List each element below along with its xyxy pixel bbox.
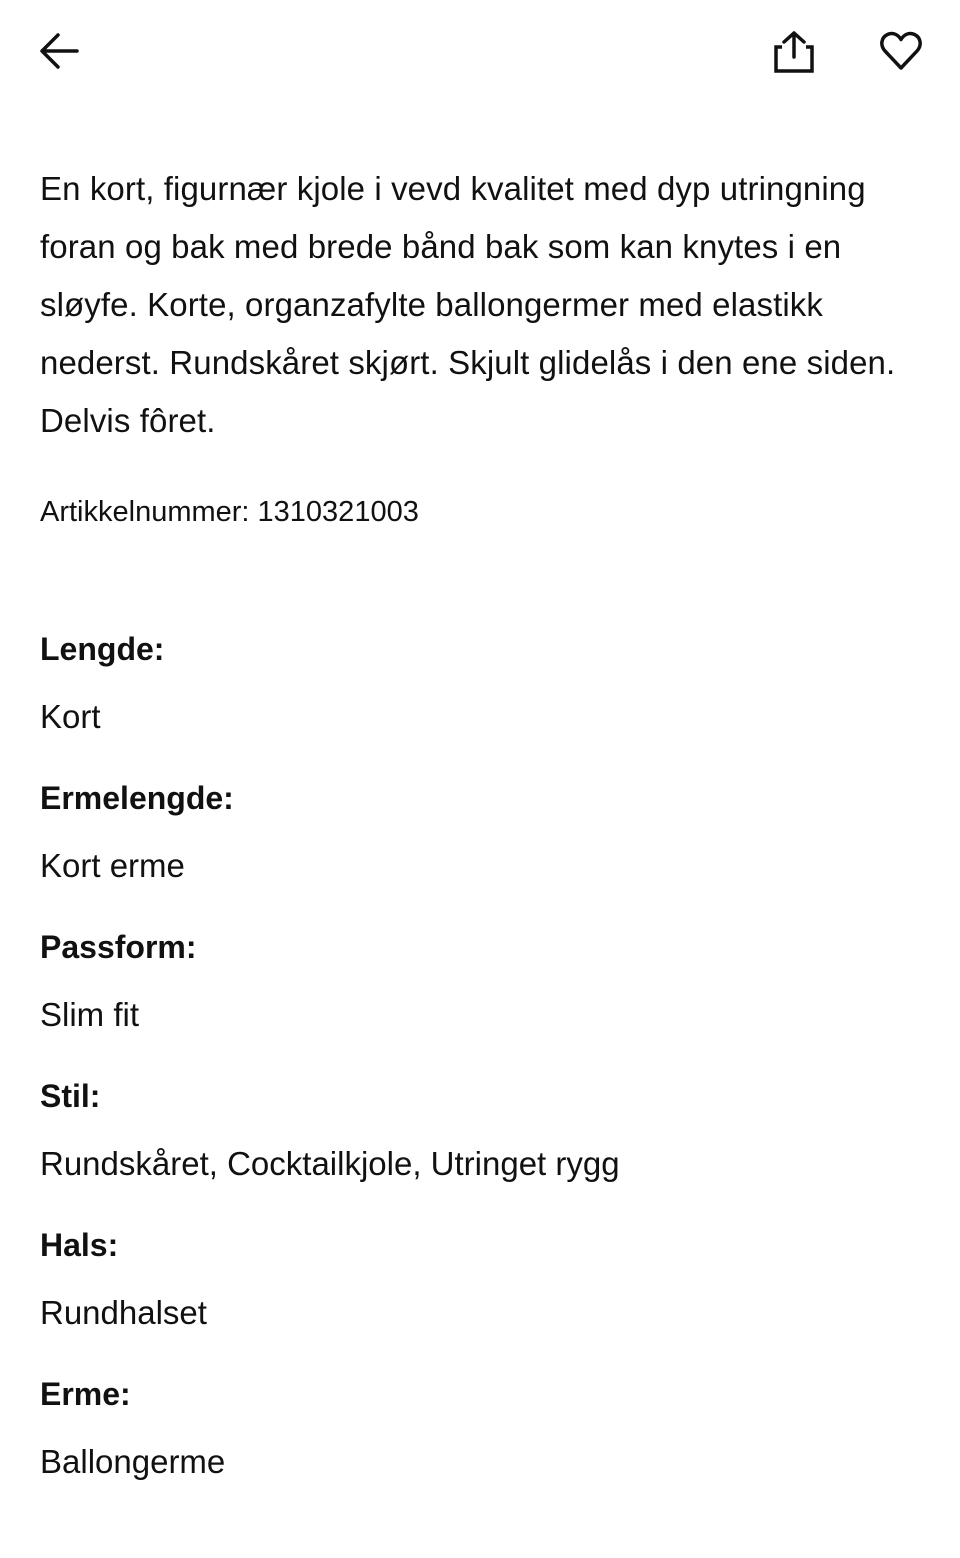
attribute-value: Rundskåret, Cocktailkjole, Utringet rygg	[40, 1145, 620, 1182]
attribute-value: Ballongerme	[40, 1443, 226, 1480]
attribute-label: Stil:	[40, 1078, 101, 1114]
attribute-item-stil	[40, 1071, 920, 1189]
attribute-item-lengde	[40, 624, 920, 742]
back-button[interactable]	[31, 23, 87, 79]
attribute-value: Slim fit	[40, 996, 139, 1033]
heart-outline-icon	[879, 29, 923, 73]
article-number: Artikkelnummer: 1310321003	[40, 496, 419, 528]
attribute-item-hals	[40, 1220, 920, 1338]
attribute-item-erme	[40, 1369, 920, 1487]
attribute-label: Hals:	[40, 1227, 119, 1263]
share-icon	[772, 29, 816, 73]
attribute-item-passform	[40, 922, 920, 1040]
favorite-button[interactable]	[873, 23, 929, 79]
top-bar	[0, 0, 960, 110]
attribute-label: Lengde:	[40, 631, 165, 667]
product-details	[40, 160, 920, 1518]
arrow-left-icon	[37, 29, 81, 73]
attribute-label: Ermelengde:	[40, 780, 234, 816]
attribute-value: Kort	[40, 698, 101, 735]
share-button[interactable]	[766, 23, 822, 79]
attribute-label: Passform:	[40, 929, 197, 965]
attribute-item-ermelengde	[40, 773, 920, 891]
attribute-label: Erme:	[40, 1376, 131, 1412]
product-description: En kort, figurnær kjole i vevd kvalitet med dyp utringning foran og bak med brede bånd bak som kan knytes i en sløyfe. Korte, organzafylte ballongermer med elastikk nederst. Rundskåret skjørt. Skjult glidelås i den ene siden. Delvis fôret.	[40, 170, 896, 439]
attribute-list	[40, 624, 920, 1487]
attribute-value: Kort erme	[40, 847, 185, 884]
attribute-value: Rundhalset	[40, 1294, 207, 1331]
